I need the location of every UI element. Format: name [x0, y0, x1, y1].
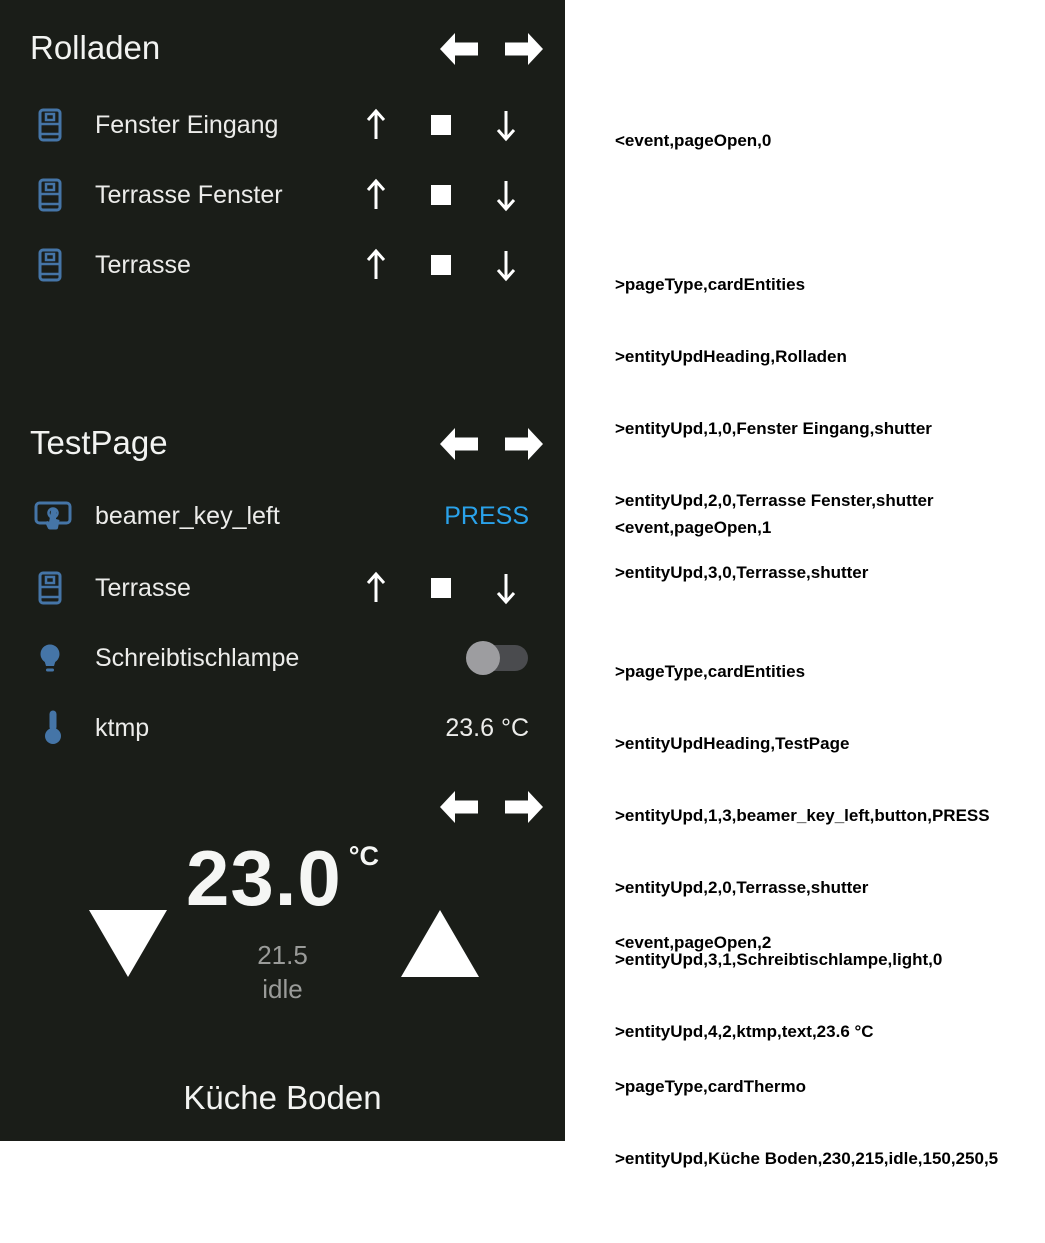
shutter-up-button[interactable]	[356, 571, 396, 605]
entity-label: Fenster Eingang	[95, 111, 279, 139]
prev-page-button[interactable]	[440, 791, 478, 823]
entity-value: 23.6 °C	[445, 714, 529, 742]
protocol-log-page2	[615, 883, 1035, 1243]
arrow-left-icon	[440, 33, 478, 65]
log-line: >entityUpd,Küche Boden,230,215,idle,150,250,5	[615, 1149, 999, 1168]
log-line: >entityUpdHeading,TestPage	[615, 734, 850, 753]
arrow-down-icon	[495, 248, 517, 282]
shutter-down-button[interactable]	[486, 178, 526, 212]
entity-row	[0, 556, 565, 620]
log-line: >pageType,cardThermo	[615, 1077, 806, 1096]
stop-square-icon	[431, 185, 451, 205]
current-temperature-value: 23.0	[185, 834, 342, 922]
temp-decrease-button[interactable]	[88, 909, 168, 978]
shutter-stop-button[interactable]	[421, 178, 461, 212]
next-page-button[interactable]	[505, 428, 543, 460]
stop-square-icon	[431, 578, 451, 598]
lightbulb-icon	[36, 642, 80, 676]
log-event-line: <event,pageOpen,1	[615, 518, 772, 537]
prev-page-button[interactable]	[440, 428, 478, 460]
arrow-left-icon	[440, 428, 478, 460]
entity-label: Terrasse	[95, 574, 191, 602]
next-page-button[interactable]	[505, 791, 543, 823]
arrow-up-icon	[365, 178, 387, 212]
entity-row	[0, 93, 565, 157]
log-event-line: <event,pageOpen,0	[615, 131, 772, 150]
shutter-stop-button[interactable]	[421, 108, 461, 142]
gesture-tap-button-icon	[32, 498, 76, 532]
log-line: >entityUpdHeading,Rolladen	[615, 347, 847, 366]
page-title: TestPage	[30, 424, 168, 461]
current-temperature	[0, 834, 565, 922]
arrow-up-icon	[365, 571, 387, 605]
shutter-stop-button[interactable]	[421, 571, 461, 605]
temp-increase-button[interactable]	[400, 909, 480, 978]
entity-label: Terrasse	[95, 251, 191, 279]
triangle-up-icon	[400, 909, 480, 978]
entity-row	[0, 163, 565, 227]
arrow-right-icon	[505, 428, 543, 460]
log-line: >entityUpd,1,3,beamer_key_left,button,PRESS	[615, 806, 990, 825]
entity-row	[0, 484, 565, 548]
log-line: >entityUpd,2,0,Terrasse,shutter	[615, 878, 869, 897]
window-shutter-icon	[38, 108, 82, 142]
target-temperature: 21.5	[257, 940, 308, 970]
shutter-up-button[interactable]	[356, 178, 396, 212]
shutter-up-button[interactable]	[356, 108, 396, 142]
log-line: >entityUpd,3,0,Terrasse,shutter	[615, 563, 869, 582]
shutter-stop-button[interactable]	[421, 248, 461, 282]
shutter-down-button[interactable]	[486, 571, 526, 605]
window-shutter-icon	[38, 571, 82, 605]
arrow-up-icon	[365, 248, 387, 282]
nspanel-screen	[0, 0, 565, 1141]
temperature-unit: °C	[348, 841, 380, 871]
light-toggle[interactable]	[466, 640, 528, 676]
arrow-down-icon	[495, 178, 517, 212]
shutter-down-button[interactable]	[486, 248, 526, 282]
thermometer-icon	[44, 710, 88, 744]
arrow-left-icon	[440, 791, 478, 823]
entity-label: Schreibtischlampe	[95, 644, 300, 672]
log-line: >pageType,cardEntities	[615, 275, 806, 294]
prev-page-button[interactable]	[440, 33, 478, 65]
window-shutter-icon	[38, 178, 82, 212]
entity-row	[0, 626, 565, 690]
entity-label: Terrasse Fenster	[95, 181, 283, 209]
arrow-up-icon	[365, 108, 387, 142]
log-line: >entityUpd,1,0,Fenster Eingang,shutter	[615, 419, 932, 438]
window-shutter-icon	[38, 248, 82, 282]
log-event-line: <event,pageOpen,2	[615, 933, 772, 952]
entity-label: ktmp	[95, 714, 150, 742]
stop-square-icon	[431, 115, 451, 135]
shutter-down-button[interactable]	[486, 108, 526, 142]
page-title: Rolladen	[30, 29, 161, 66]
stop-square-icon	[431, 255, 451, 275]
log-line: >pageType,cardEntities	[615, 662, 806, 681]
hvac-state: idle	[262, 974, 303, 1004]
shutter-up-button[interactable]	[356, 248, 396, 282]
triangle-down-icon	[88, 909, 168, 978]
entity-label: beamer_key_left	[95, 502, 280, 530]
arrow-down-icon	[495, 571, 517, 605]
thermostat-title: Küche Boden	[183, 1079, 382, 1116]
arrow-down-icon	[495, 108, 517, 142]
entity-row	[0, 233, 565, 297]
press-button[interactable]: PRESS	[444, 502, 529, 530]
entity-row	[0, 696, 565, 760]
log-line: >entityUpd,3,1,Schreibtischlampe,light,0	[615, 950, 943, 969]
arrow-right-icon	[505, 791, 543, 823]
next-page-button[interactable]	[505, 33, 543, 65]
toggle-knob	[466, 641, 500, 675]
log-line: >entityUpd,2,0,Terrasse Fenster,shutter	[615, 491, 934, 510]
arrow-right-icon	[505, 33, 543, 65]
log-line: >entityUpd,4,2,ktmp,text,23.6 °C	[615, 1022, 874, 1041]
